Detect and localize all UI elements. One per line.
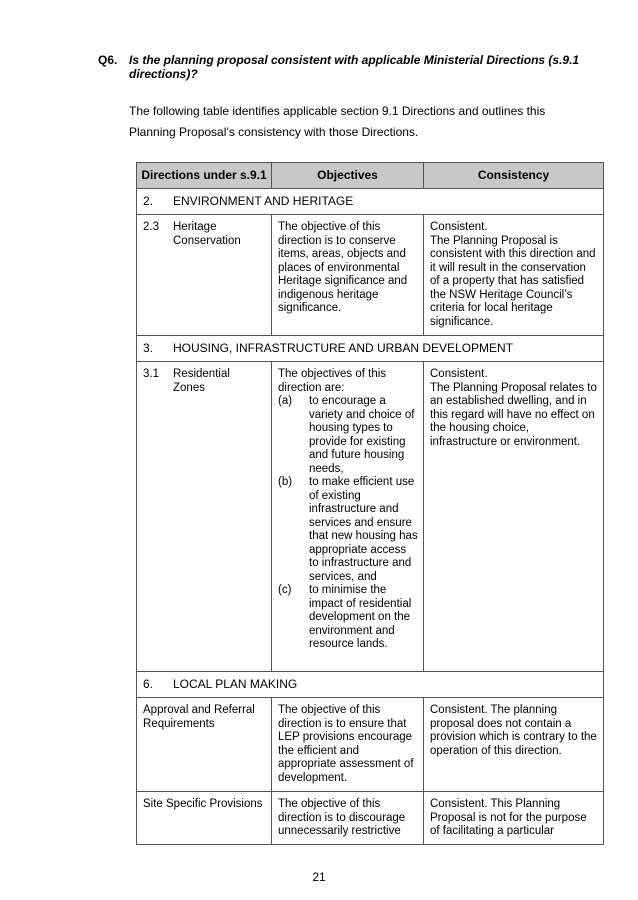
section-title: LOCAL PLAN MAKING [173, 677, 298, 691]
consistency-text: The Planning Proposal relates to an established dwelling, and in this regard will have no effect on the housing choice, infrastructure or environment. [430, 381, 597, 448]
section-row [137, 189, 604, 215]
section-number: 2. [143, 194, 154, 208]
direction-name: Residential Zones [173, 368, 230, 394]
section-row [137, 336, 604, 362]
section-number: 3. [143, 341, 154, 355]
section-title: ENVIRONMENT AND HERITAGE [173, 194, 354, 208]
section-title: HOUSING, INFRASTRUCTURE AND URBAN DEVELOPMENT [173, 341, 514, 355]
item-label: (a) [278, 395, 293, 407]
objective-item [278, 476, 418, 584]
direction-cell: Site Specific Provisions [137, 792, 272, 845]
item-label: (b) [278, 476, 293, 488]
direction-cell [137, 215, 272, 336]
intro-line-1: The following table identifies applicable section 9.1 Directions and outlines this [129, 104, 546, 118]
direction-cell: Approval and Referral Requirements [137, 698, 272, 792]
item-text: to encourage a variety and choice of housing types to provide for existing and future housing needs, [309, 395, 415, 475]
direction-cell [137, 362, 272, 672]
directions-table [136, 162, 604, 845]
item-text: to make efficient use of existing infrastructure and services and ensure that new housing has appropriate access to infrastructure and services, and [309, 476, 418, 583]
objective-item [278, 584, 418, 652]
section-number: 6. [143, 677, 154, 691]
intro-paragraph [129, 101, 599, 143]
page-number: 21 [312, 870, 326, 884]
table-row [137, 215, 604, 336]
item-text: to minimise the impact of residential development on the environment and resource lands. [309, 584, 412, 650]
consistency-status: Consistent. [430, 368, 488, 380]
table-row [137, 362, 604, 672]
header-objectives: Objectives [272, 163, 424, 189]
table-header-row [137, 163, 604, 189]
direction-name: Heritage Conservation [173, 221, 241, 247]
objective-cell: The objective of this direction is to ensure that LEP provisions encourage the efficient and appropriate assessment of development. [272, 698, 424, 792]
consistency-cell [424, 362, 604, 672]
objective-cell: The objective of this direction is to discourage unnecessarily restrictive [272, 792, 424, 845]
question-text: Is the planning proposal consistent with applicable Ministerial Directions (s.9.1 directions)? [129, 53, 580, 81]
objective-cell: The objective of this direction is to conserve items, areas, objects and places of environmental Heritage significance and indigenous heritage significance. [272, 215, 424, 336]
objective-intro: The objectives of this direction are: [278, 368, 387, 394]
consistency-cell [424, 215, 604, 336]
consistency-cell: Consistent. The planning proposal does not contain a provision which is contrary to the operation of this direction. [424, 698, 604, 792]
intro-line-2: Planning Proposal’s consistency with those Directions. [129, 125, 419, 139]
header-directions: Directions under s.9.1 [137, 163, 272, 189]
table-row [137, 792, 604, 845]
item-label: (c) [278, 584, 292, 596]
table-row [137, 698, 604, 792]
objective-cell [272, 362, 424, 672]
consistency-status: Consistent. [430, 221, 488, 233]
direction-number: 2.3 [143, 221, 159, 233]
header-consistency: Consistency [424, 163, 604, 189]
objective-item [278, 395, 418, 476]
question-number: Q6. [98, 53, 118, 67]
consistency-text: The Planning Proposal is consistent with this direction and it will result in the conservation of a property that has satisfied the NSW Heritage Council’s criteria for local heritage significance. [430, 234, 596, 328]
section-row [137, 672, 604, 698]
consistency-cell: Consistent. This Planning Proposal is not for the purpose of facilitating a particular [424, 792, 604, 845]
direction-number: 3.1 [143, 368, 159, 380]
